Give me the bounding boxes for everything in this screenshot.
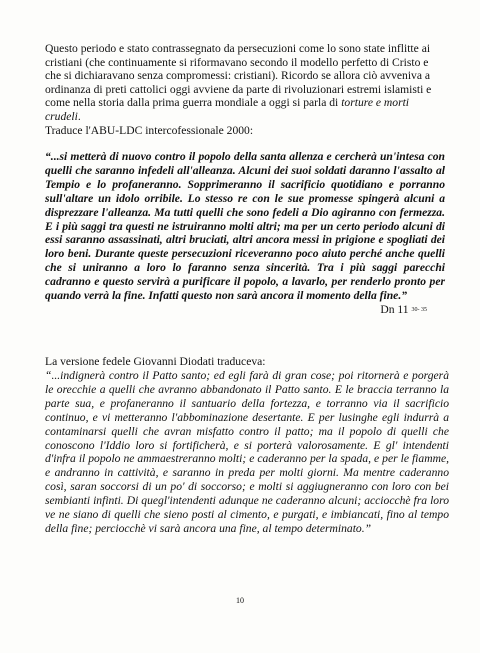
intro-paragraph (45, 42, 445, 124)
abu-quote (45, 150, 445, 318)
intro-end: . (77, 109, 81, 123)
abu-quote-text: “...si metterà di nuovo contro il popolo della santa allenza e cercherà un'intesa con quelli che saranno infedeli all'alleanza. Alcuni dei suoi soldati daranno l'assalto al Tempio e lo profaneranno. Sopprimeranno il sacrificio quotidiano e porranno sull'altare un idolo orribile. Lo stesso re con le sue promesse spingerà alcuni a disprezzare l'alleanza. Ma tutti quelli che sono fedeli a Dio agiranno con fermezza. E i più saggi tra questi ne istruiranno molti altri; ma per un certo periodo alcuni di essi saranno assassinati, altri bruciati, altri ancora messi in prigione e spogliati dei loro beni. Durante queste persecuzioni riceveranno poco aiuto perché anche quelli che si uniranno a loro lo faranno senza sincerità. Tra i più saggi parecchi cadranno e questo servirà a purificare il popolo, a lavarlo, per renderlo pronto per quando verrà la fine. Infatti questo non sarà ancora il momento della fine.” (45, 150, 445, 303)
bible-reference (380, 303, 427, 318)
intro-text: Questo periodo e stato contrassegnato da persecuzioni come lo sono state inflitte ai cristiani (che continuamente si riformavano secondo il modello perfetto di Cristo e che si dichiaravano senza compromessi: cristiani). Ricordo se allora ciò avveniva a ordinanza di preti cattolici oggi avviene da parte di rivoluzionari estremi islamisti e come nella storia dalla prima guerra mondiale a oggi si parla di (45, 42, 432, 110)
diodati-quote: “...indignerà contro il Patto santo; ed egli farà di gran cose; poi ritornerà e porgerà le orecchie a quelli che avranno abbandonato il Patto santo. E le braccia terranno la parte sua, e profaneranno il santuario della fortezza, e torranno via il sacrificio continuo, e vi metteranno l'abbominazione desertante. E per lusinghe egli indurrà a contaminarsi quelli che avran misfatto contro il patto; ma il popolo di quelli che conoscono l'Iddio loro si fortificherà, e si porterà valorosamente. E gl' intendenti d'infra il popolo ne ammaestreranno molti; e caderanno per la spada, e per le fiamme, e andranno in cattività, e saranno in preda per molti giorni. Ma mentre caderanno così, saran soccorsi di un po' di soccorso; e molti si aggiugneranno con loro con bei sembianti infinti. Di quegl'intendenti adunque ne caderanno alcuni; acciocchè fra loro ve ne siano di quelli che sieno posti al cimento, e purgati, e imbiancati, fino al tempo della fine; perciocchè vi sarà ancora una fine, al tempo determinato.” (45, 369, 449, 535)
intro-section (45, 42, 445, 137)
page-number: 10 (236, 596, 244, 605)
translation-line: Traduce l'ABU-LDC intercofessionale 2000: (45, 123, 254, 137)
diodati-intro: La versione fedele Giovanni Diodati traduceva: (45, 355, 266, 368)
reference-book: Dn 11 (380, 302, 409, 316)
reference-verses: 30- 35 (411, 306, 427, 313)
intro-emphasis: torture e morti crudeli (45, 96, 410, 123)
